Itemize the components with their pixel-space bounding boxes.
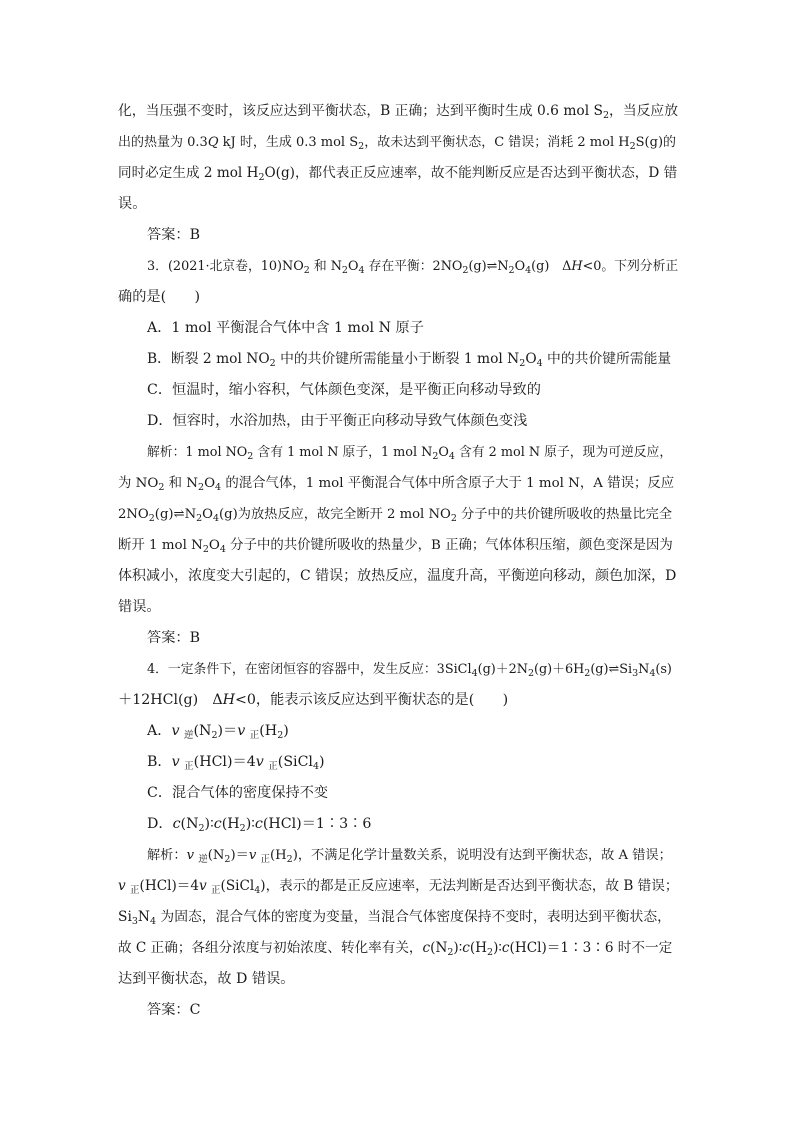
text-line: 答案：B bbox=[147, 630, 200, 646]
text-line: $2NO_2(g)\rightleftharpoons N_2O_4(g)$为放热反应，故完全断开 2 mol $NO_2$ 分子中的共价键所吸收的热量比完全 bbox=[118, 507, 673, 524]
text-line: A．1 mol 平衡混合气体中含 1 mol N 原子 bbox=[147, 320, 424, 336]
text-line: 同时必定生成 2 mol $H_2O(g)$，都代表正反应速率，故不能判断反应是否达到平衡状态，D 错 bbox=[118, 165, 678, 183]
text-line: 误。 bbox=[118, 196, 147, 212]
text-line: C．恒温时，缩小容积，气体颜色变深，是平衡正向移动导致的 bbox=[147, 382, 541, 398]
text-line: D．$c(N_2)∶c(H_2)∶c(HCl)=1∶3∶6$ bbox=[147, 816, 372, 834]
text-line: D．恒容时，水浴加热，由于平衡正向移动导致气体颜色变浅 bbox=[147, 413, 528, 429]
text-line: 答案：B bbox=[147, 227, 200, 243]
text-line: $Si_3N_4$ 为固态，混合气体的密度为变量，当混合气体密度保持不变时，表明达到平衡状态， bbox=[118, 909, 671, 927]
document-page bbox=[118, 96, 678, 1026]
text-line: 解析：1 mol $NO_2$ 含有 1 mol N 原子，1 mol $N_2O_4$ 含有 2 mol N 原子，现为可逆反应， bbox=[147, 445, 673, 462]
text-line: 4．一定条件下，在密闭恒容的容器中，发生反应：$3SiCl_4(g)+2N_2(g)+6H_2(g)\rightleftharpoons Si_3N_4(s)$ bbox=[147, 662, 672, 679]
text-line: 断开 1 mol $N_2O_4$ 分子中的共价键所吸收的热量少，B 正确；气体体积压缩，颜色变深是因为 bbox=[118, 538, 673, 555]
text-line: 达到平衡状态，故 D 错误。 bbox=[118, 971, 295, 987]
text-line: 体积减小，浓度变大引起的，C 错误；放热反应，温度升高，平衡逆向移动，颜色加深，D bbox=[118, 568, 677, 584]
text-line: B．v $_正$(HCl)＝4v $_正$(SiCl$_4$) bbox=[147, 754, 325, 772]
text-line: 3．(2021·北京卷，$10)NO_2$ 和 $N_2O_4$ 存在平衡：$2NO_2(g)\rightleftharpoons N_2O_4(g)$ ΔH<0。下列分析正 bbox=[147, 259, 679, 276]
text-line: 确的是( ) bbox=[118, 289, 201, 305]
text-line: 化，当压强不变时，该反应达到平衡状态，B 正确；达到平衡时生成 0.6 mol $S_2$，当反应放 bbox=[118, 103, 679, 121]
text-line: 解析：v $_逆(N_2)=v$ $_正(H_2)$，不满足化学计量数关系，说明没有达到平衡状态，故 A 错误； bbox=[147, 848, 672, 865]
text-line: 答案：C bbox=[147, 1002, 201, 1018]
text-line: v $_正$(HCl)＝4v $_正$(SiCl$_4$)，表示的都是正反应速率，无法判断是否达到平衡状态，故 B 错误； bbox=[118, 878, 679, 896]
text-line: ＋12HCl(g) ΔH<0，能表示该反应达到平衡状态的是( ) bbox=[118, 692, 509, 708]
text-line: B．断裂 2 mol $NO_2$ 中的共价键所需能量小于断裂 1 mol $N_2O_4$ 中的共价键所需能量 bbox=[147, 351, 672, 369]
text-line: A．v $_逆(N_2)=v$ $_正(H_2)$ bbox=[147, 723, 289, 741]
text-line: 错误。 bbox=[118, 599, 161, 615]
text-line: 故 C 正确；各组分浓度与初始浓度、转化率有关，$c(N_2)∶c(H_2)∶c(HCl)=1∶3∶6$ 时不一定 bbox=[118, 940, 673, 958]
text-line: C．混合气体的密度保持不变 bbox=[147, 785, 329, 801]
text-line: 为 $NO_2$ 和 $N_2O_4$ 的混合气体，1 mol 平衡混合气体中所含原子大于 1 mol N，A 错误；反应 bbox=[118, 476, 675, 493]
text-line: 出的热量为 0.3Q kJ 时，生成 0.3 mol $S_2$，故未达到平衡状态，C 错误；消耗 2 mol $H_2S(g)$的 bbox=[118, 135, 677, 152]
